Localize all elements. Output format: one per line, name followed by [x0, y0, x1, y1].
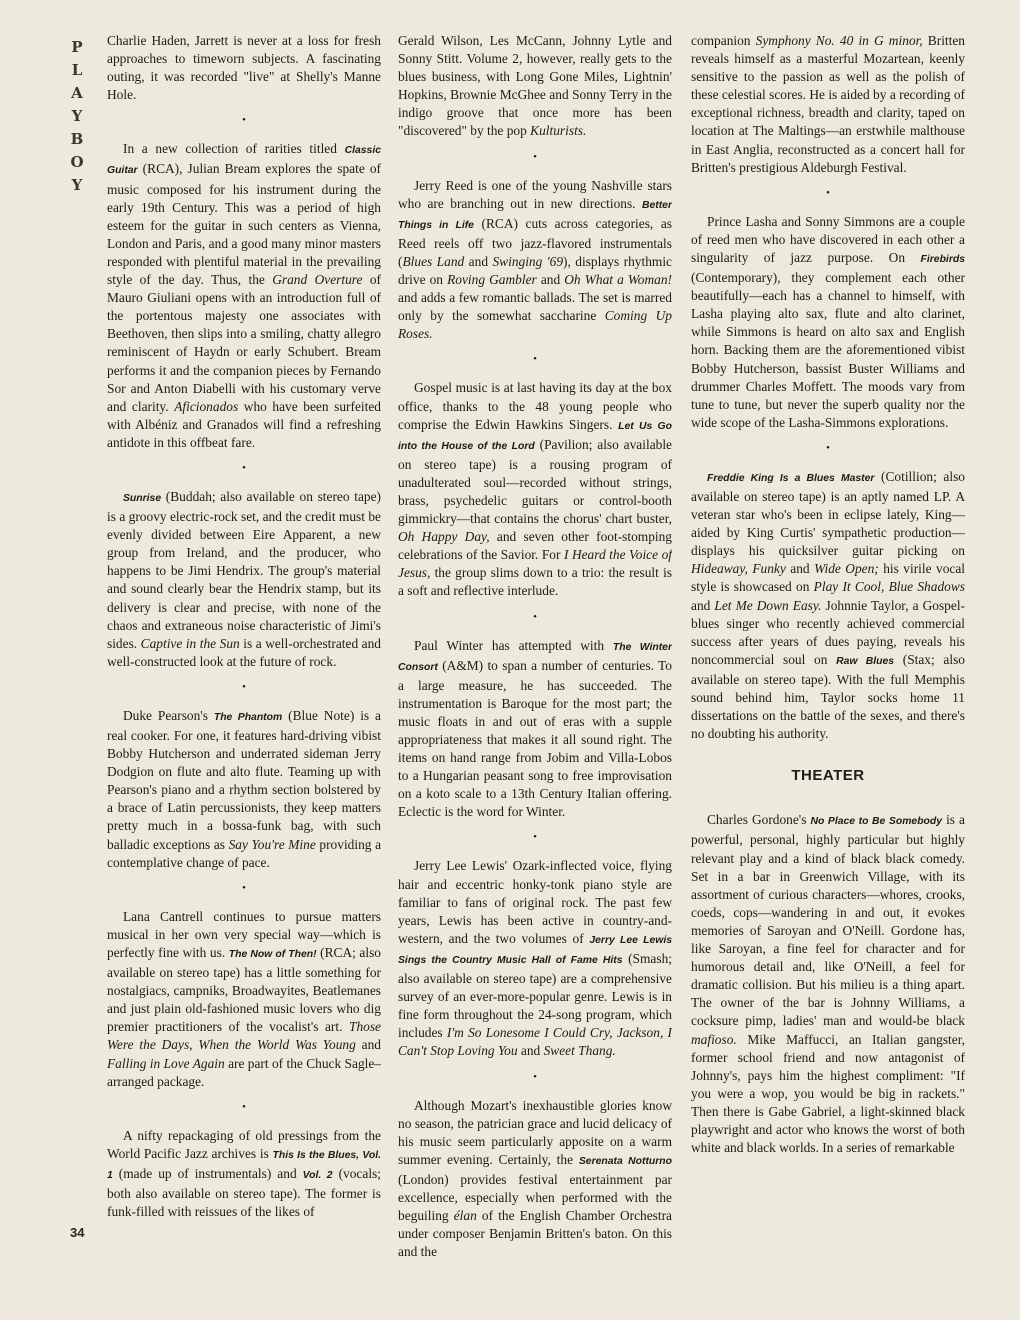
text-run: (Cotillion; also available on stereo tape) is an aptly named LP. A veteran star who's been in eclipse lately, King—aided by King Curtis' sympathetic production—displays his quicksilver guitar picking on: [691, 468, 965, 559]
text-run: Lana Cantrell continues to pursue matters musical in her own very special way—which is perfectly fine with us.: [107, 908, 381, 960]
text-run: of the English Chamber Orchestra under composer Benjamin Britten's baton. On this and the: [398, 1208, 672, 1260]
masthead-letter: A: [71, 84, 83, 102]
song-title: I'm So Lonesome I Could Cry, Jackson, I Can't Stop Loving You: [398, 1025, 672, 1059]
album-title: The Winter Consort: [398, 641, 672, 673]
album-title: Raw Blues: [836, 655, 895, 667]
text-run: Johnnie Taylor, a Gospel-blues singer who recently achieved commercial success after years of dues paying, reveals his noncommercial soul on: [691, 597, 965, 667]
text-run: who have been surfeited with Albéniz and Granados will find a refreshing antidote in this offbeat fare.: [107, 398, 381, 450]
text-run: Paul Winter has attempted with: [414, 637, 613, 653]
play-title: No Place to Be Somebody: [810, 816, 943, 828]
album-title: Sunrise: [123, 492, 162, 504]
italic-term: élan: [453, 1208, 477, 1224]
song-title: Roving Gambler: [447, 272, 537, 288]
page-number: 34: [70, 1225, 85, 1240]
song-title: Oh Happy Day,: [398, 529, 490, 545]
album-title: This Is the Blues, Vol. 1: [107, 1149, 381, 1181]
text-run: (Blue Note) is a real cooker. For one, it features hard-driving vibist Bobby Hutcherson and underrated sideman Jerry Dodgion on flute and alto flute. Teaming up with Pearson's piano and a rhythm section bolstered by a brace of Latin percussionists, they keep matters pretty much in a bossa-funk bag, with such balladic exceptions as: [107, 707, 381, 852]
text-run: (RCA), Julian Bream explores the spate of music composed for his instrument during the early 19th Century. This was a period of high esteem for the guitar in such centers as Vienna, London and Paris, and a good many minor masters responded with plentiful material in the prevailing style of the day. Thus, the: [107, 161, 381, 288]
album-title: Serenata Notturno: [578, 1155, 672, 1167]
song-title: Let Me Down Easy.: [714, 597, 822, 613]
text-run: Prince Lasha and Sonny Simmons are a couple of reed men who have discovered in each other a singularity of jazz purpose. On: [691, 213, 965, 265]
text-run: (Pavilion; also available on stereo tape) is a rousing program of unadulterated soul—recorded without strings, brass, psychedelic guitars or control-booth gimmickry—that contains the chorus' chart buster,: [398, 436, 672, 527]
text-run: Britten reveals himself as a masterful Mozartean, keenly sensitive to the passion as well as the polish of these celestial scores. He is aided by a recording of exceptional richness, breadth and clarity, taped on location at The Maltings—an erstwhile malthouse in East Anglia, reconstructed as a concert hall for Britten's prestigious Aldeburgh Festival.: [691, 33, 965, 175]
album-title: The Phantom: [213, 711, 283, 723]
italic-term: mafioso.: [691, 1031, 737, 1047]
paragraph: [107, 488, 381, 671]
song-title: Oh What a Woman!: [564, 272, 672, 288]
song-title: Those Were the Days, When the World Was Young: [107, 1019, 381, 1053]
text-run: Gerald Wilson, Les McCann, Johnny Lytle and Sonny Stitt. Volume 2, however, really gets to the blues business, with Long Gone Miles, Lightnin' Hopkins, Brownie McGhee and Sonny Terry in the indigo groove that once more has been "discovered" by the pop: [398, 33, 672, 139]
separator-bullet: •: [242, 114, 246, 127]
song-title: Say You're Mine: [228, 836, 316, 852]
text-run: is a powerful, personal, highly particular but highly relevant play and a kind of black black comedy. Set in a bar in Greenwich Village, with its assortment of curious characters—whores, crooks, coeds, cops—wandering in and out, it evokes memories of Saroyan and O'Neill. Gordone has, like Saroyan, a fine feel for character and for humorous detail and, like O'Neill, a feel for dramatic collision. But his milieu is a thing apart. The owner of the bar is Johnny Williams, a cocksure pimp, ladies' man and would-be black: [691, 812, 965, 1029]
text-run: A nifty repackaging of old pressings from the World Pacific Jazz archives is: [107, 1127, 381, 1161]
text-run: In a new collection of rarities titled: [123, 141, 345, 157]
paragraph: [107, 707, 381, 872]
separator-bullet: •: [826, 186, 830, 199]
masthead-letter: P: [71, 38, 83, 56]
paragraph: [398, 857, 672, 1060]
text-run: and adds a few romantic ballads. The set is marred only by the somewhat saccharine: [398, 290, 672, 324]
masthead-playboy: [62, 36, 92, 197]
work-title: Grand Overture: [272, 272, 363, 288]
paragraph: [398, 379, 672, 600]
text-run: and: [691, 597, 715, 613]
paragraph: [398, 637, 672, 822]
separator-bullet: •: [826, 441, 830, 454]
paragraph: [398, 177, 672, 344]
text-run: Mike Maffucci, an Italian gangster, former school friend and now antagonist of Johnny's, pays him the highest compliment: "If you were a wop, you would be big in rackets." Then there is Gabe Gabriel, a light-skinned black playwright and actor who knows the worst of both white and black worlds. In a series of remarkable: [691, 1031, 965, 1156]
album-title: The Now of Then!: [228, 948, 317, 960]
song-title: Coming Up Roses.: [398, 308, 672, 342]
paragraph: [107, 1127, 381, 1221]
separator-bullet: •: [533, 353, 537, 366]
text-run: (Buddah; also available on stereo tape) is a groovy electric-rock set, and the credit must be evenly divided between Eire Apparent, a new group from Ireland, and the producer, who happens to be Jimi Hendrix. The group's material and sound clearly bear the Hendrix stamp, but its delivery is clear and precise, with none of the chaos and extraneous noise characteristic of Jimi's sides.: [107, 488, 381, 651]
paragraph: [107, 140, 381, 452]
italic-term: Kulturists.: [530, 123, 587, 139]
album-title: Vol. 2: [302, 1169, 333, 1181]
separator-bullet: •: [242, 461, 246, 474]
text-run: Gospel music is at last having its day at the box office, thanks to the 48 young people who comprise the Edwin Hawkins Singers.: [398, 380, 672, 432]
paragraph: [691, 811, 965, 1157]
paragraph: [107, 908, 381, 1091]
song-title: Captive in the Sun: [140, 635, 240, 651]
album-title: Freddie King Is a Blues Master: [707, 472, 875, 484]
text-run: providing a contemplative change of pace.: [107, 836, 381, 870]
text-run: (vocals; both also available on stereo tape). The former is funk-filled with reissues of the likes of: [107, 1165, 381, 1220]
text-run: are part of the Chuck Sagle–arranged package.: [107, 1055, 381, 1089]
work-title: Symphony No. 40 in G minor,: [755, 33, 923, 48]
album-title: Firebirds: [920, 253, 965, 265]
section-heading-theater: THEATER: [791, 767, 865, 785]
masthead-letter: L: [71, 61, 83, 79]
song-title: Blues Land: [402, 253, 465, 269]
masthead-letter: Y: [71, 107, 83, 125]
separator-bullet: •: [242, 881, 246, 894]
text-run: (RCA; also available on stereo tape) has a little something for nostalgiacs, campniks, Broadwayites, Beatlemanes and just plain old-fashioned music lovers who dig premier practitioners of the vocalist's art.: [107, 944, 381, 1035]
text-run: and: [355, 1037, 381, 1053]
masthead-letter: Y: [71, 176, 83, 194]
text-run: (A&M) to span a number of centuries. To a large measure, he has succeeded. The instrumentation is Baroque for the most part; the music floats in and out of eras with a supple appropriateness that makes it all sound right. The items on hand range from Jobim and Villa-Lobos to a Hungarian peasant song to free improvisation on a koto scale to a 13th Century Italian offering. Eclectic is the word for Winter.: [398, 657, 672, 820]
text-run: of Mauro Giuliani opens with an introduction full of the portentous majesty one associates with Beethoven, then slips into a smiling, chatty allegro reminiscent of Haydn or early Schubert. Bream performs it and the companion pieces by Fernando Sor and Anton Diabelli with his customary verve and clarity.: [107, 272, 381, 414]
text-run: (Stax; also available on stereo tape). With the full Memphis sound behind him, Taylor socks home 11 dissertations on the battle of the sexes, and there's no doubting his authority.: [691, 651, 965, 742]
separator-bullet: •: [533, 610, 537, 623]
text-run: his virile vocal style is showcased on: [691, 561, 965, 595]
song-title: Sweet Thang.: [543, 1043, 616, 1059]
text-run: Jerry Lee Lewis' Ozark-inflected voice, flying hair and eccentric honky-tonk piano style are familiar to fans of original rock. The past few years, Lewis has been active in country-and-western, and the two volumes of: [398, 858, 672, 946]
song-title: Falling in Love Again: [107, 1055, 225, 1071]
text-run: (RCA) cuts across categories, as Reed reels off two jazz-flavored instrumentals (: [398, 215, 672, 269]
text-run: Although Mozart's inexhaustible glories know no season, the patrician grace and lucid delicacy of his music seem particularly apposite on a warm summer evening. Certainly, the: [398, 1097, 672, 1167]
text-run: (made up of instrumentals) and: [112, 1165, 303, 1181]
text-run: Jerry Reed is one of the young Nashville stars who are branching out in new directions.: [398, 177, 672, 211]
text-run: Charles Gordone's: [707, 812, 811, 828]
text-run: and: [536, 272, 565, 288]
separator-bullet: •: [242, 1100, 246, 1113]
text-column-3: [691, 32, 965, 1267]
text-run: and: [785, 561, 815, 577]
text-run: companion: [691, 33, 756, 48]
paragraph: [398, 32, 672, 141]
album-title: Let Us Go into the House of the Lord: [398, 420, 672, 452]
separator-bullet: •: [533, 831, 537, 844]
text-run: (Contemporary), they complement each other beautifully—each has a channel to himself, with Lasha playing alto sax, flute and alto clarinet, while Simmons is heard on alto sax and English horn. Backing them are the aforementioned vibist Bobby Hutcherson, bassist Buster Williams and drummer Charles Moffett. The moods vary from tune to tune, but never the superb quality nor the wide scope of the Lasha-Simmons explorations.: [691, 270, 965, 430]
separator-bullet: •: [533, 150, 537, 163]
text-run: (Smash; also available on stereo tape) are a comprehensive survey of an ever-more-popular genre. Lewis is in fine form throughout the 24-song program, which includes: [398, 950, 672, 1041]
paragraph: [107, 32, 381, 104]
paragraph: [691, 32, 965, 177]
text-run: is a well-orchestrated and well-constructed look at the future of rock.: [107, 635, 381, 669]
song-title: Hideaway, Funky: [691, 561, 786, 577]
text-run: and: [517, 1043, 544, 1059]
text-run: (London) provides festival entertainment par excellence, especially when performed with the beguiling: [398, 1171, 672, 1224]
album-title: Classic Guitar: [107, 145, 381, 177]
paragraph: [398, 1097, 672, 1262]
text-run: the group slims down to a trio: the result is a soft and reflective interlude.: [398, 565, 672, 599]
album-title: Better Things in Life: [398, 199, 672, 231]
text-run: Duke Pearson's: [123, 707, 214, 723]
text-run: ), displays rhythmic drive on: [398, 253, 672, 288]
text-run: Charlie Haden, Jarrett is never at a loss for fresh approaches to timeworn subjects. A fascinating outing, it was recorded "live" at Shelly's Manne Hole.: [107, 33, 381, 103]
text-run: and seven other foot-stomping celebrations of the Savior. For: [398, 529, 672, 563]
separator-bullet: •: [242, 680, 246, 693]
paragraph: [691, 468, 965, 743]
text-column-2: [398, 32, 672, 1267]
album-title: Jerry Lee Lewis Sings the Country Music Hall of Fame Hits: [398, 934, 672, 966]
separator-bullet: •: [533, 1070, 537, 1083]
text-run: and: [464, 253, 493, 269]
paragraph: [691, 213, 965, 432]
song-title: Wide Open;: [814, 561, 879, 577]
song-title: I Heard the Voice of Jesus,: [398, 547, 672, 581]
italic-term: Aficionados: [174, 398, 239, 414]
song-title: Swinging '69: [492, 253, 564, 269]
masthead-letter: O: [70, 153, 84, 171]
song-title: Play It Cool, Blue Shadows: [813, 579, 965, 595]
masthead-letter: B: [70, 130, 84, 148]
text-column-1: [107, 32, 381, 1267]
